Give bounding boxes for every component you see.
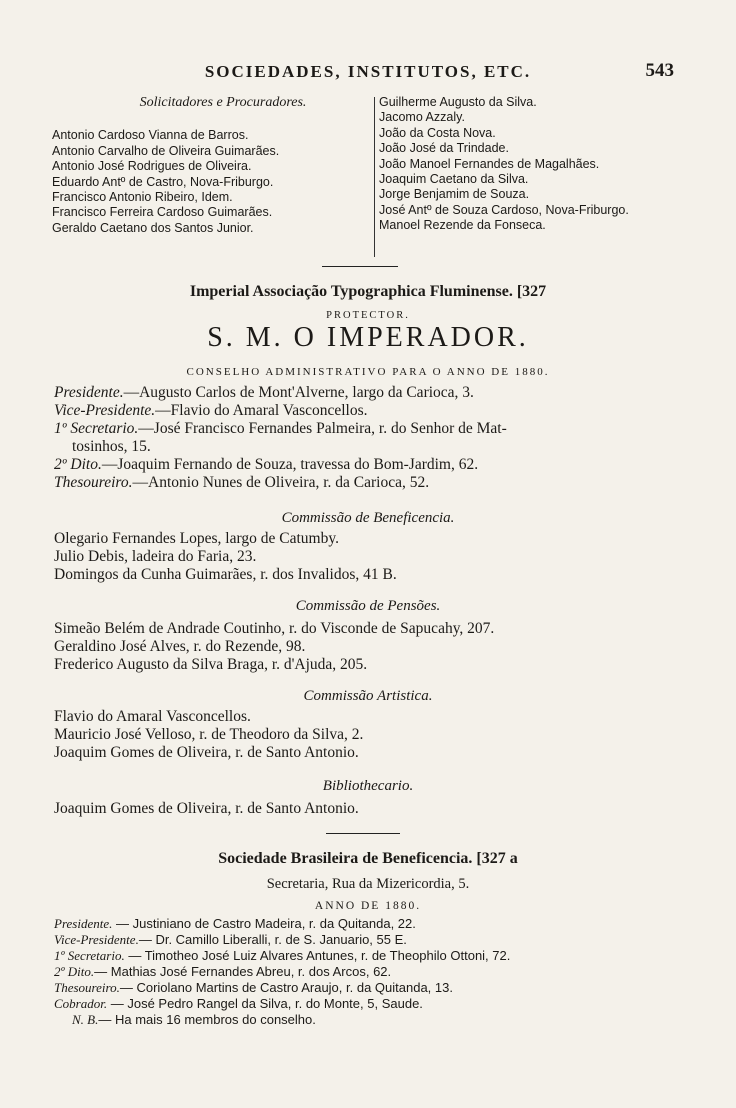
list-item: Mauricio José Velloso, r. de Theodoro da Silva, 2. [54, 726, 364, 743]
nb-label: N. B. [72, 1012, 99, 1027]
list-item: Geraldo Caetano dos Santos Junior. [52, 220, 254, 235]
page-number: 543 [645, 60, 674, 81]
officer-role: Vice-Presidente. [54, 932, 139, 947]
list-item: Guilherme Augusto da Silva. [379, 95, 537, 109]
officer-line [54, 456, 694, 474]
officer-role: Thesoureiro. [54, 980, 120, 995]
officer-line [54, 916, 694, 932]
officer-role: Thesoureiro. [54, 474, 133, 491]
running-title: SOCIEDADES, INSTITUTOS, ETC. [204, 62, 532, 81]
officer-text: —José Francisco Fernandes Palmeira, r. do Senhor de Mat- [138, 420, 507, 437]
officer-text: — Coriolano Martins de Castro Araujo, r. da Quitanda, 13. [119, 980, 453, 995]
officer-line [54, 402, 694, 420]
list-item: Olegario Fernandes Lopes, largo de Catumby. [54, 530, 339, 547]
beneficencia-commission-title: Commissão de Beneficencia. [281, 510, 455, 526]
protector-name: S. M. O IMPERADOR. [207, 322, 529, 353]
list-item: Antonio José Rodrigues de Oliveira. [52, 159, 252, 174]
list-item: João Manoel Fernandes de Magalhães. [379, 156, 600, 171]
officer-line [54, 932, 694, 948]
officer-text: —Flavio do Amaral Vasconcellos. [155, 402, 368, 419]
officer-role: Presidente. [54, 384, 124, 401]
officer-role: Vice-Presidente. [54, 402, 156, 419]
solicitadores-left-column [52, 95, 374, 236]
list-item: Geraldino José Alves, r. do Rezende, 98. [54, 638, 306, 655]
list-item: Antonio Cardoso Vianna de Barros. [52, 128, 249, 143]
list-item: Jacomo Azzaly. [379, 110, 465, 125]
typographica-title: Imperial Associação Typographica Fluminense. [327 [189, 283, 547, 300]
officer-role: Cobrador. [54, 996, 108, 1011]
beneficencia-society-title: Sociedade Brasileira de Beneficencia. [327 a [218, 850, 518, 867]
officer-role: 2º Dito. [54, 964, 95, 979]
list-item: Joaquim Gomes de Oliveira, r. de Santo Antonio. [54, 800, 359, 817]
officer-text: — Timotheo José Luiz Alvares Antunes, r. de Theophilo Ottoni, 72. [124, 948, 511, 963]
beneficencia-commission-list [54, 530, 694, 584]
solicitadores-right-column [379, 95, 699, 234]
list-item: Simeão Belém de Andrade Coutinho, r. do Visconde de Sapucahy, 207. [54, 620, 495, 637]
officer-text: — Dr. Camillo Liberalli, r. de S. Januario, 55 E. [138, 932, 407, 947]
pensoes-commission-list [54, 620, 694, 674]
conselho-heading: CONSELHO ADMINISTRATIVO PARA O ANNO DE 1880. [186, 366, 550, 378]
officer-line [54, 964, 694, 980]
solicitadores-title: Solicitadores e Procuradores. [139, 95, 307, 110]
list-item: Julio Debis, ladeira do Faria, 23. [54, 548, 257, 565]
list-item: João da Costa Nova. [379, 125, 496, 140]
officer-role: Presidente. [54, 916, 113, 931]
list-item: Francisco Antonio Ribeiro, Idem. [52, 190, 233, 205]
bibliothecario-title: Bibliothecario. [322, 778, 414, 794]
list-item: Joaquim Caetano da Silva. [379, 172, 529, 187]
officer-text: —Augusto Carlos de Mont'Alverne, largo da Carioca, 3. [123, 384, 474, 401]
officer-line [54, 948, 694, 964]
officer-line [54, 996, 694, 1012]
list-item: Joaquim Gomes de Oliveira, r. de Santo Antonio. [54, 744, 359, 761]
officer-line-continuation: tosinhos, 15. [72, 438, 151, 455]
pensoes-commission-title: Commissão de Pensões. [295, 598, 441, 614]
artistica-commission-list [54, 708, 694, 762]
officer-role: 1º Secretario. [54, 948, 125, 963]
nb-text: — Ha mais 16 membros do conselho. [98, 1012, 316, 1027]
nb-line [54, 1012, 694, 1028]
officer-role: 2º Dito. [54, 456, 102, 473]
solicitadores-block [52, 95, 692, 267]
list-item: Manoel Rezende da Fonseca. [379, 218, 546, 233]
bibliothecario-entry [54, 800, 694, 818]
list-item: João José da Trindade. [379, 141, 509, 156]
officer-line [54, 420, 694, 438]
officer-text: — Justiniano de Castro Madeira, r. da Quitanda, 22. [112, 916, 416, 931]
list-item: Flavio do Amaral Vasconcellos. [54, 708, 251, 725]
list-item: Jorge Benjamim de Souza. [379, 187, 530, 202]
section-rule [326, 833, 400, 834]
officer-role: 1º Secretario. [54, 420, 139, 437]
officer-line [54, 474, 694, 492]
officer-line [54, 384, 694, 402]
typographica-officers [54, 384, 694, 492]
protector-label: PROTECTOR. [326, 310, 410, 321]
secretaria-line: Secretaria, Rua da Mizericordia, 5. [266, 876, 470, 892]
officer-text: — José Pedro Rangel da Silva, r. do Monte, 5, Saude. [107, 996, 423, 1011]
officer-text: — Mathias José Fernandes Abreu, r. dos Arcos, 62. [94, 964, 392, 979]
list-item: Frederico Augusto da Silva Braga, r. d'Ajuda, 205. [54, 656, 368, 673]
list-item: Antonio Carvalho de Oliveira Guimarães. [52, 143, 280, 158]
officer-text: —Antonio Nunes de Oliveira, r. da Carioca, 52. [132, 474, 430, 491]
column-divider [374, 97, 375, 257]
list-item: Domingos da Cunha Guimarães, r. dos Invalidos, 41 B. [54, 566, 397, 583]
list-item: José Antº de Souza Cardoso, Nova-Friburgo. [379, 202, 629, 217]
officer-line [54, 980, 694, 996]
officer-text: —Joaquim Fernando de Souza, travessa do Bom-Jardim, 62. [101, 456, 479, 473]
anno-heading: ANNO DE 1880. [314, 900, 422, 912]
artistica-commission-title: Commissão Artistica. [303, 688, 433, 704]
list-item: Francisco Ferreira Cardoso Guimarães. [52, 205, 273, 220]
section-rule [322, 266, 398, 267]
list-item: Eduardo Antº de Castro, Nova-Friburgo. [52, 174, 274, 189]
beneficencia-officers [54, 916, 694, 1028]
